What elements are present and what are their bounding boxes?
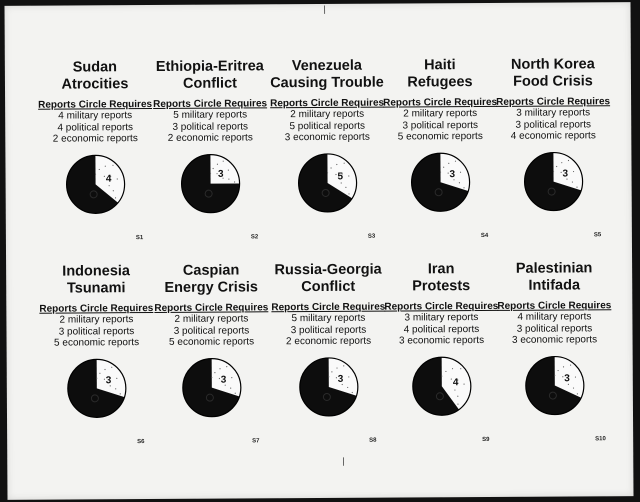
military-requirement: 5 military reports bbox=[291, 312, 366, 325]
pie-number-label: 5 bbox=[337, 171, 344, 183]
scenario-code: S10 bbox=[595, 436, 606, 443]
print-speckle bbox=[443, 166, 444, 167]
print-speckle bbox=[345, 187, 346, 188]
political-requirement: 3 political reports bbox=[173, 325, 250, 337]
print-speckle bbox=[341, 182, 342, 183]
scenario-title-line-2: Intifada bbox=[528, 277, 581, 294]
scenario-title-line-2: Food Crisis bbox=[513, 73, 593, 90]
pie-number-label: 3 bbox=[562, 168, 569, 180]
military-requirement: 4 military reports bbox=[58, 110, 133, 122]
print-speckle bbox=[454, 389, 455, 390]
report-pie-chart bbox=[66, 357, 128, 419]
print-speckle bbox=[568, 160, 569, 161]
print-speckle bbox=[228, 169, 229, 170]
scenario-code: S6 bbox=[137, 439, 145, 446]
print-speckle bbox=[348, 175, 349, 176]
stray-mark: | bbox=[342, 455, 345, 466]
scenario-code: S5 bbox=[593, 232, 602, 239]
print-speckle bbox=[460, 368, 461, 369]
political-requirement: 3 political reports bbox=[290, 324, 367, 336]
scenario-title-line-2: Atrocities bbox=[61, 76, 129, 93]
pie-number-label: 3 bbox=[217, 168, 224, 180]
scenario-title bbox=[36, 261, 156, 298]
print-speckle bbox=[210, 173, 211, 174]
print-speckle bbox=[226, 366, 227, 367]
print-speckle bbox=[448, 163, 449, 164]
scenario-code: S2 bbox=[250, 234, 259, 241]
scenario-panel bbox=[493, 54, 614, 213]
print-speckle bbox=[214, 372, 215, 373]
military-requirement: 2 military reports bbox=[290, 108, 365, 121]
report-pie-chart bbox=[522, 150, 584, 212]
print-speckle bbox=[440, 171, 441, 172]
economic-requirement: 4 economic reports bbox=[510, 130, 596, 143]
scenario-title bbox=[494, 258, 614, 295]
military-requirement: 5 military reports bbox=[173, 109, 248, 121]
print-speckle bbox=[459, 182, 460, 183]
scenario-title-line-1: Ethiopia-Eritrea bbox=[155, 58, 264, 75]
requirements-header: Reports Circle Requires bbox=[154, 302, 269, 315]
print-speckle bbox=[335, 174, 336, 175]
report-pie-chart bbox=[179, 152, 241, 214]
print-speckle bbox=[116, 378, 117, 379]
scenario-grid bbox=[4, 2, 630, 446]
scenario-title-line-1: Indonesia bbox=[62, 263, 131, 280]
political-requirement: 3 political reports bbox=[58, 325, 135, 338]
scenario-code: S9 bbox=[482, 436, 490, 444]
military-requirement: 2 military reports bbox=[403, 108, 478, 120]
scenario-title bbox=[150, 56, 270, 93]
print-speckle bbox=[558, 370, 559, 371]
scenario-panel bbox=[380, 55, 501, 214]
print-speckle bbox=[223, 160, 224, 161]
scenario-title-line-2: Energy Crisis bbox=[164, 279, 259, 296]
print-speckle bbox=[109, 185, 110, 186]
print-speckle bbox=[219, 368, 220, 369]
print-speckle bbox=[213, 168, 214, 169]
stray-mark: | bbox=[323, 3, 326, 14]
scenario-title-line-2: Protests bbox=[412, 278, 471, 295]
economic-requirement: 3 economic reports bbox=[511, 334, 598, 347]
print-speckle bbox=[104, 369, 105, 370]
scenario-code: S4 bbox=[480, 232, 489, 240]
pie-number-label: 3 bbox=[564, 372, 570, 385]
print-speckle bbox=[95, 173, 96, 174]
print-speckle bbox=[553, 171, 554, 172]
print-speckle bbox=[99, 169, 100, 170]
print-speckle bbox=[460, 171, 461, 172]
print-speckle bbox=[577, 393, 578, 394]
scenario-title bbox=[380, 55, 500, 92]
political-requirement: 5 political reports bbox=[289, 120, 366, 132]
report-pie-chart bbox=[524, 354, 586, 416]
print-speckle bbox=[563, 366, 564, 367]
scenario-panel bbox=[150, 56, 271, 215]
scenario-title-line-1: Palestinian bbox=[515, 260, 593, 277]
scenario-panel bbox=[35, 57, 156, 216]
scenario-panel bbox=[151, 260, 272, 419]
print-speckle bbox=[96, 377, 97, 378]
print-speckle bbox=[336, 367, 337, 368]
print-speckle bbox=[572, 181, 573, 182]
scenario-title-line-1: Russia-Georgia bbox=[274, 261, 382, 279]
pie-number-label: 4 bbox=[105, 173, 112, 185]
print-speckle bbox=[330, 167, 331, 168]
print-speckle bbox=[575, 376, 576, 377]
pie-number-label: 3 bbox=[449, 168, 456, 180]
print-speckle bbox=[235, 392, 236, 393]
print-speckle bbox=[463, 383, 464, 384]
requirements-header: Reports Circle Requires bbox=[38, 99, 153, 111]
print-speckle bbox=[115, 388, 116, 389]
pie-number-label: 4 bbox=[452, 376, 459, 388]
requirements-header: Reports Circle Requires bbox=[497, 300, 612, 312]
political-requirement: 3 political reports bbox=[402, 119, 479, 132]
scenario-title-line-1: Venezuela bbox=[291, 57, 362, 75]
print-speckle bbox=[347, 387, 348, 388]
print-speckle bbox=[117, 178, 118, 179]
military-requirement: 3 military reports bbox=[404, 312, 479, 324]
requirements-header: Reports Circle Requires bbox=[383, 96, 498, 109]
print-speckle bbox=[327, 172, 328, 173]
requirements-header: Reports Circle Requires bbox=[271, 301, 386, 314]
military-requirement: 4 military reports bbox=[517, 311, 592, 323]
print-speckle bbox=[112, 164, 113, 165]
print-speckle bbox=[561, 162, 562, 163]
print-speckle bbox=[230, 387, 231, 388]
print-speckle bbox=[336, 164, 337, 165]
political-requirement: 3 political reports bbox=[516, 322, 593, 335]
economic-requirement: 5 economic reports bbox=[53, 337, 140, 349]
report-pie-chart bbox=[64, 153, 126, 215]
print-speckle bbox=[457, 395, 458, 396]
scenario-title-line-1: North Korea bbox=[510, 56, 595, 73]
print-speckle bbox=[451, 378, 452, 379]
scenario-panel bbox=[36, 261, 157, 420]
economic-requirement: 5 economic reports bbox=[168, 336, 255, 349]
print-speckle bbox=[352, 392, 353, 393]
economic-requirement: 2 economic reports bbox=[167, 132, 253, 145]
print-speckle bbox=[211, 377, 212, 378]
political-requirement: 4 political reports bbox=[57, 121, 134, 134]
print-speckle bbox=[111, 366, 112, 367]
report-pie-chart bbox=[181, 356, 243, 418]
print-speckle bbox=[115, 197, 116, 198]
economic-requirement: 5 economic reports bbox=[397, 131, 483, 143]
political-requirement: 3 political reports bbox=[172, 121, 249, 133]
scenario-title bbox=[268, 260, 388, 297]
political-requirement: 3 political reports bbox=[515, 118, 592, 131]
military-requirement: 2 military reports bbox=[174, 313, 249, 325]
scenario-panel bbox=[494, 258, 615, 417]
scenario-title bbox=[151, 260, 271, 297]
scenario-title-line-2: Causing Trouble bbox=[270, 74, 384, 92]
print-speckle bbox=[99, 372, 100, 373]
scenario-title-line-1: Haiti bbox=[424, 57, 456, 74]
requirements-header: Reports Circle Requires bbox=[270, 97, 385, 110]
print-speckle bbox=[228, 178, 229, 179]
scenario-title-line-2: Tsunami bbox=[66, 280, 126, 297]
economic-requirement: 3 economic reports bbox=[284, 131, 370, 144]
scenario-code: S8 bbox=[369, 437, 377, 444]
requirements-header: Reports Circle Requires bbox=[153, 98, 268, 111]
report-pie-chart bbox=[409, 151, 471, 213]
print-speckle bbox=[445, 371, 446, 372]
military-requirement: 3 military reports bbox=[516, 107, 591, 119]
print-speckle bbox=[231, 377, 232, 378]
scenario-code: S1 bbox=[135, 235, 144, 242]
requirements-header: Reports Circle Requires bbox=[496, 96, 611, 108]
print-speckle bbox=[441, 375, 442, 376]
economic-requirement: 3 economic reports bbox=[398, 335, 485, 347]
political-requirement: 4 political reports bbox=[403, 323, 480, 336]
print-speckle bbox=[104, 176, 105, 177]
scenario-panel bbox=[268, 260, 389, 419]
scenario-title-line-1: Sudan bbox=[72, 59, 118, 76]
scenario-title bbox=[381, 259, 501, 296]
scenario-title-line-2: Conflict bbox=[301, 278, 356, 296]
scenario-title bbox=[35, 57, 155, 94]
scenario-title-line-1: Caspian bbox=[182, 262, 240, 279]
scenario-panel bbox=[267, 56, 388, 215]
print-speckle bbox=[463, 187, 464, 188]
military-requirement: 2 military reports bbox=[59, 314, 134, 326]
print-speckle bbox=[452, 368, 453, 369]
print-speckle bbox=[576, 186, 577, 187]
scenario-title-line-2: Refugees bbox=[407, 74, 473, 91]
scenario-title-line-1: Iran bbox=[427, 261, 455, 278]
scenario-title bbox=[267, 56, 387, 93]
economic-requirement: 2 economic reports bbox=[285, 335, 372, 348]
print-speckle bbox=[105, 165, 106, 166]
print-speckle bbox=[457, 403, 458, 404]
pie-number-label: 3 bbox=[220, 374, 227, 386]
worksheet-page bbox=[4, 2, 633, 500]
print-speckle bbox=[348, 376, 349, 377]
print-speckle bbox=[348, 193, 349, 194]
requirements-header: Reports Circle Requires bbox=[39, 303, 154, 315]
print-speckle bbox=[113, 190, 114, 191]
print-speckle bbox=[217, 163, 218, 164]
scenario-code: S7 bbox=[252, 438, 260, 445]
scenario-panel bbox=[381, 259, 502, 418]
print-speckle bbox=[554, 375, 555, 376]
pie-number-label: 3 bbox=[105, 375, 112, 387]
economic-requirement: 2 economic reports bbox=[52, 133, 138, 145]
report-pie-chart bbox=[411, 355, 473, 417]
scenario-code: S3 bbox=[367, 233, 376, 240]
print-speckle bbox=[573, 171, 574, 172]
pie-number-label: 3 bbox=[337, 373, 344, 385]
print-speckle bbox=[343, 365, 344, 366]
print-speckle bbox=[556, 166, 557, 167]
print-speckle bbox=[573, 387, 574, 388]
print-speckle bbox=[570, 364, 571, 365]
scenario-title-line-2: Conflict bbox=[182, 75, 238, 92]
print-speckle bbox=[455, 160, 456, 161]
scenario-title bbox=[493, 54, 613, 91]
requirements-header: Reports Circle Requires bbox=[384, 300, 499, 313]
report-pie-chart bbox=[296, 152, 358, 214]
print-speckle bbox=[344, 162, 345, 163]
report-pie-chart bbox=[298, 356, 360, 418]
print-speckle bbox=[234, 181, 235, 182]
print-speckle bbox=[331, 371, 332, 372]
print-speckle bbox=[328, 376, 329, 377]
print-speckle bbox=[120, 393, 121, 394]
